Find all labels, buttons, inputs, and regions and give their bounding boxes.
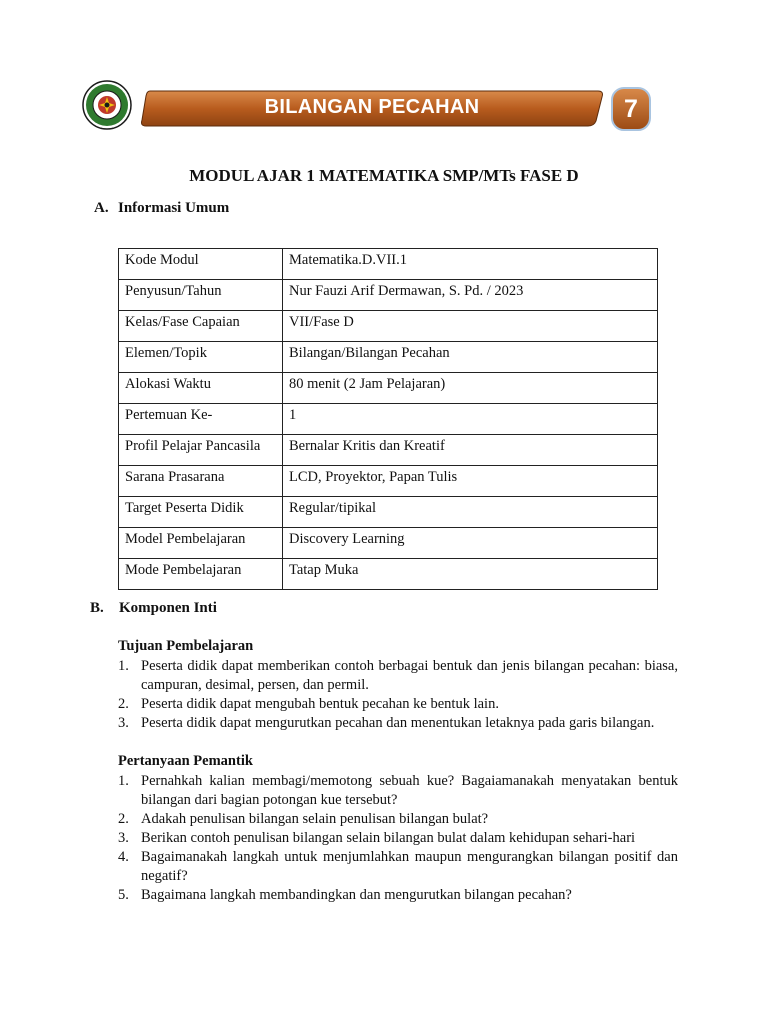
list-item <box>118 810 678 829</box>
list-item-text: Bagaimana langkah membandingkan dan mengurutkan bilangan pecahan? <box>141 887 572 903</box>
list-item-text: Peserta didik dapat mengurutkan pecahan dan menentukan letaknya pada garis bilangan. <box>141 715 655 731</box>
table-row <box>119 404 658 435</box>
table-row <box>119 466 658 497</box>
row-value: Bilangan/Bilangan Pecahan <box>283 342 658 373</box>
list-item-text: Bagaimanakah langkah untuk menjumlahkan maupun mengurangkan bilangan positif dan negatif? <box>141 849 678 884</box>
list-item-number: 2. <box>118 811 129 827</box>
school-logo <box>82 80 132 130</box>
row-value: 1 <box>283 404 658 435</box>
tujuan-block <box>118 637 678 733</box>
list-item-text: Peserta didik dapat mengubah bentuk pecahan ke bentuk lain. <box>141 696 499 712</box>
row-value: Regular/tipikal <box>283 497 658 528</box>
list-item-number: 5. <box>118 887 129 903</box>
table-row <box>119 497 658 528</box>
list-item <box>118 886 678 905</box>
section-a-heading <box>94 200 229 217</box>
section-b-letter: B. <box>90 600 104 616</box>
table-row <box>119 373 658 404</box>
tujuan-heading: Tujuan Pembelajaran <box>118 638 254 654</box>
banner-title: BILANGAN PECAHAN <box>264 95 480 118</box>
table-row <box>119 528 658 559</box>
list-item-text: Adakah penulisan bilangan selain penulisan bilangan bulat? <box>141 811 489 827</box>
list-item-number: 3. <box>118 830 129 846</box>
row-key: Model Pembelajaran <box>119 528 283 559</box>
row-value: Discovery Learning <box>283 528 658 559</box>
pertanyaan-block <box>118 752 678 905</box>
row-key: Mode Pembelajaran <box>119 559 283 590</box>
chapter-number: 7 <box>624 94 638 123</box>
row-value: LCD, Proyektor, Papan Tulis <box>283 466 658 497</box>
row-value: VII/Fase D <box>283 311 658 342</box>
row-value: Bernalar Kritis dan Kreatif <box>283 435 658 466</box>
table-row <box>119 311 658 342</box>
row-value: 80 menit (2 Jam Pelajaran) <box>283 373 658 404</box>
row-key: Alokasi Waktu <box>119 373 283 404</box>
tujuan-list <box>118 657 678 733</box>
row-key: Profil Pelajar Pancasila <box>119 435 283 466</box>
row-key: Pertemuan Ke- <box>119 404 283 435</box>
row-key: Target Peserta Didik <box>119 497 283 528</box>
list-item-text: Peserta didik dapat memberikan contoh berbagai bentuk dan jenis bilangan pecahan: biasa, campuran, desimal, persen, dan permil. <box>141 658 678 693</box>
pertanyaan-heading: Pertanyaan Pemantik <box>118 753 253 769</box>
section-b-title: Komponen Inti <box>119 600 217 616</box>
list-item <box>118 695 678 714</box>
list-item-number: 2. <box>118 696 129 712</box>
row-value: Tatap Muka <box>283 559 658 590</box>
row-key: Penyusun/Tahun <box>119 280 283 311</box>
list-item <box>118 848 678 886</box>
document-title: MODUL AJAR 1 MATEMATIKA SMP/MTs FASE D <box>189 166 579 185</box>
info-table <box>118 248 658 590</box>
table-row <box>119 249 658 280</box>
row-key: Kelas/Fase Capaian <box>119 311 283 342</box>
section-a-title: Informasi Umum <box>118 200 230 216</box>
list-item <box>118 829 678 848</box>
row-key: Sarana Prasarana <box>119 466 283 497</box>
list-item-number: 4. <box>118 849 129 865</box>
table-row <box>119 559 658 590</box>
list-item-number: 3. <box>118 715 129 731</box>
row-value: Matematika.D.VII.1 <box>283 249 658 280</box>
section-a-letter: A. <box>94 200 109 216</box>
table-row <box>119 342 658 373</box>
row-key: Kode Modul <box>119 249 283 280</box>
row-value: Nur Fauzi Arif Dermawan, S. Pd. / 2023 <box>283 280 658 311</box>
table-row <box>119 435 658 466</box>
row-key: Elemen/Topik <box>119 342 283 373</box>
list-item <box>118 657 678 695</box>
table-row <box>119 280 658 311</box>
pertanyaan-list <box>118 772 678 905</box>
list-item-text: Berikan contoh penulisan bilangan selain bilangan bulat dalam kehidupan sehari-hari <box>141 830 636 846</box>
list-item <box>118 772 678 810</box>
list-item-number: 1. <box>118 658 129 674</box>
list-item-number: 1. <box>118 773 129 789</box>
section-b-heading <box>90 600 217 617</box>
list-item-text: Pernahkah kalian membagi/memotong sebuah kue? Bagaiamanakah menyatakan bentuk bilangan dari bagian potongan kue tersebut? <box>141 773 678 808</box>
list-item <box>118 714 678 733</box>
